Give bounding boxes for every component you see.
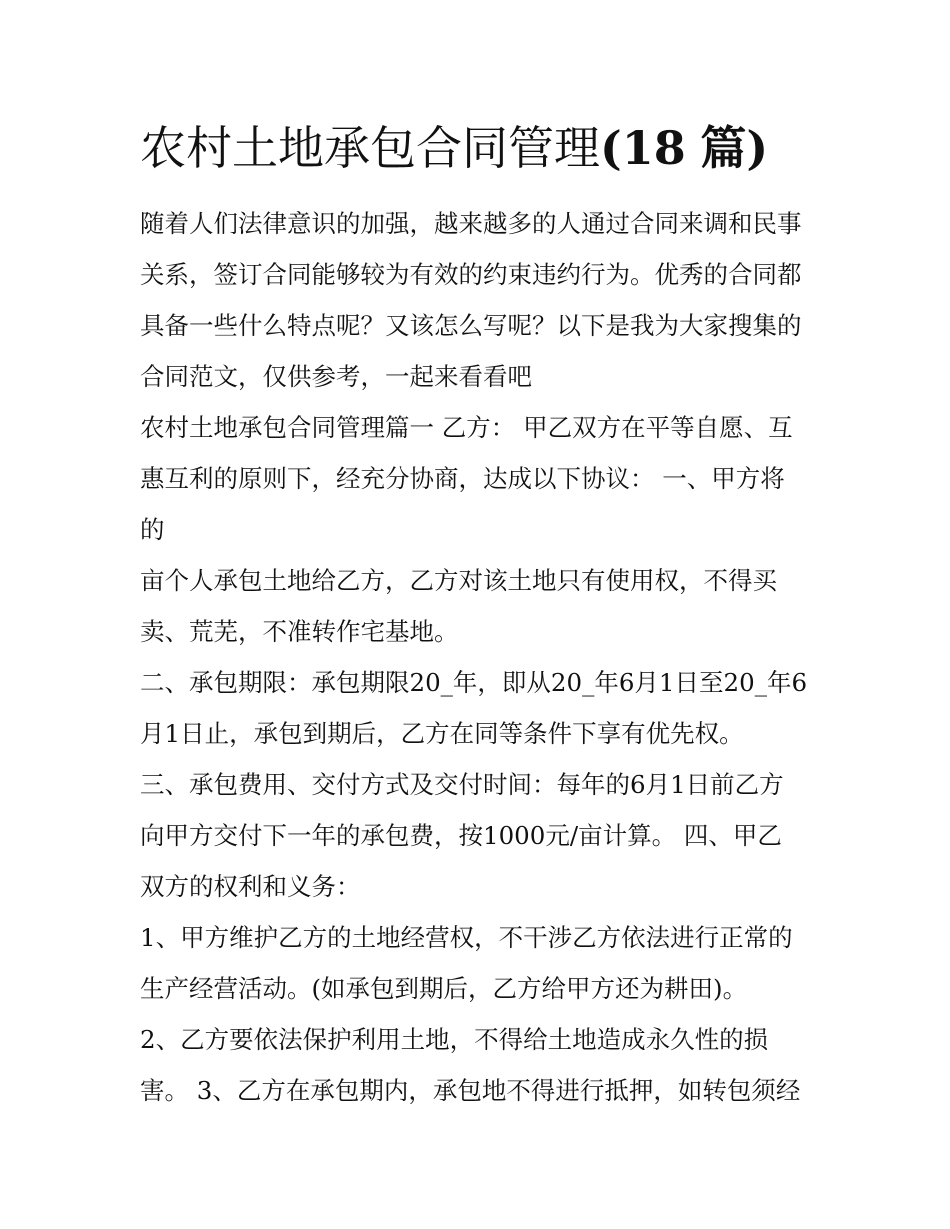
body-line: 2、乙方要依法保护利用土地，不得给土地造成永久性的损 (140, 1025, 769, 1054)
document-body (140, 198, 820, 1116)
body-line: 惠互利的原则下，经充分协商，达成以下协议： 一、甲方将 (140, 464, 785, 493)
body-line: 向甲方交付下一年的承包费，按1000元/亩计算。 四、甲乙 (140, 821, 782, 850)
body-line: 合同范文，仅供参考，一起来看看吧 (140, 362, 532, 391)
body-line: 亩个人承包土地给乙方，乙方对该土地只有使用权，不得买 (140, 566, 777, 595)
body-line: 生产经营活动。(如承包到期后，乙方给甲方还为耕田)。 (140, 974, 748, 1003)
title-count: (18 (600, 121, 686, 175)
body-line: 月1日止，承包到期后，乙方在同等条件下享有优先权。 (140, 719, 744, 748)
body-line: 害。 3、乙方在承包期内，承包地不得进行抵押，如转包须经 (140, 1076, 801, 1105)
body-line: 关系，签订合同能够较为有效的约束违约行为。优秀的合同都 (140, 260, 802, 289)
body-line: 随着人们法律意识的加强，越来越多的人通过合同来调和民事 (140, 209, 802, 238)
title-count-tail: 篇) (700, 121, 769, 175)
body-line: 农村土地承包合同管理篇一 乙方： 甲乙双方在平等自愿、互 (140, 413, 793, 442)
body-line: 的 (140, 515, 165, 544)
body-line: 卖、荒芜，不准转作宅基地。 (140, 617, 459, 646)
title-main: 农村土地承包合同管理 (140, 121, 600, 175)
body-line: 1、甲方维护乙方的土地经营权，不干涉乙方依法进行正常的 (140, 923, 793, 952)
body-line: 具备一些什么特点呢？又该怎么写呢？以下是我为大家搜集的 (140, 311, 802, 340)
document-title (140, 118, 768, 178)
body-line: 二、承包期限：承包期限20_年，即从20_年6月1日至20_年6 (140, 668, 808, 697)
body-line: 三、承包费用、交付方式及交付时间：每年的6月1日前乙方 (140, 770, 784, 799)
body-line: 双方的权利和义务： (140, 872, 361, 901)
